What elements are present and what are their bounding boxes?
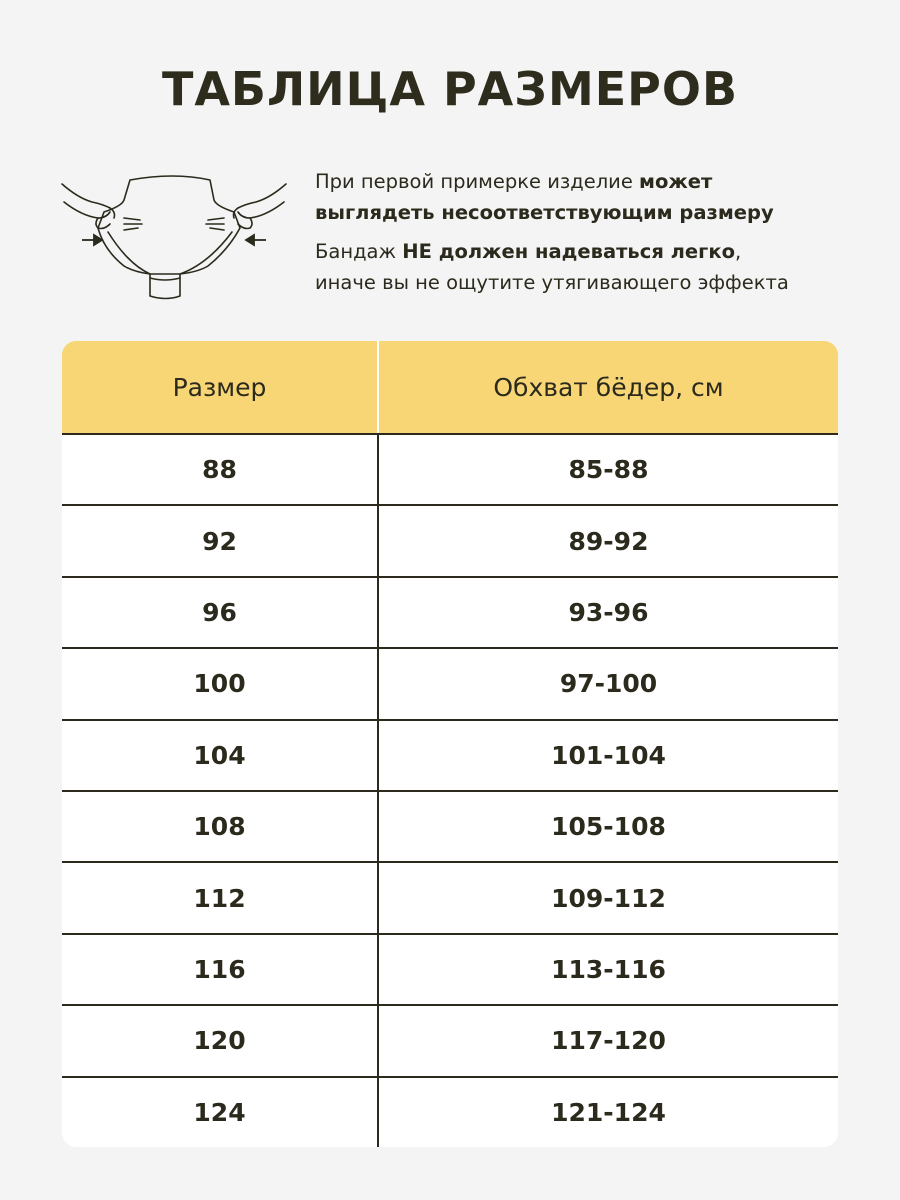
table-row — [62, 933, 838, 1004]
size-cell: 124 — [193, 1097, 246, 1127]
tightness-note-line-2: иначе вы не ощутите утягивающего эффекта — [315, 271, 789, 294]
table-row — [62, 576, 838, 647]
size-cell: 108 — [193, 812, 246, 842]
table-row — [62, 433, 838, 504]
hip-range-cell: 105-108 — [377, 792, 838, 861]
table-row — [62, 1004, 838, 1075]
hip-range-cell: 113-116 — [377, 935, 838, 1004]
table-row — [62, 790, 838, 861]
hip-range-cell: 121-124 — [377, 1078, 838, 1147]
table-row — [62, 647, 838, 718]
page-title: ТАБЛИЦА РАЗМЕРОВ — [161, 62, 739, 116]
table-row — [62, 504, 838, 575]
hip-range-cell: 89-92 — [377, 506, 838, 575]
hip-range-cell: 109-112 — [377, 863, 838, 932]
tightness-note-text: Бандаж — [315, 240, 403, 263]
size-table-header — [62, 341, 838, 433]
size-cell: 100 — [193, 669, 246, 699]
table-row — [62, 1076, 838, 1147]
tightness-note-bold: НЕ должен надеваться легко — [402, 240, 735, 263]
hip-range-cell: 97-100 — [377, 649, 838, 718]
size-table — [62, 341, 838, 1147]
table-row — [62, 861, 838, 932]
garment-stretch-illustration — [58, 168, 290, 308]
hip-range-cell: 85-88 — [377, 435, 838, 504]
header-hip-girth: Обхват бёдер, см — [377, 341, 838, 433]
hip-range-cell: 101-104 — [377, 721, 838, 790]
tightness-note — [315, 236, 875, 298]
size-cell: 112 — [193, 883, 246, 913]
fitting-note-bold-2: выглядеть несоответствующим размеру — [315, 201, 774, 224]
fitting-note-bold-1: может — [639, 170, 713, 193]
size-cell: 88 — [202, 455, 237, 485]
size-cell: 116 — [193, 954, 246, 984]
header-size: Размер — [172, 372, 267, 402]
size-cell: 92 — [202, 526, 237, 556]
table-row — [62, 719, 838, 790]
size-cell: 104 — [193, 740, 246, 770]
size-cell: 96 — [202, 597, 237, 627]
fitting-note — [315, 166, 875, 228]
hip-range-cell: 93-96 — [377, 578, 838, 647]
fitting-note-text: При первой примерке изделие — [315, 170, 640, 193]
hip-range-cell: 117-120 — [377, 1006, 838, 1075]
tightness-note-comma: , — [734, 240, 742, 263]
size-cell: 120 — [193, 1026, 246, 1056]
